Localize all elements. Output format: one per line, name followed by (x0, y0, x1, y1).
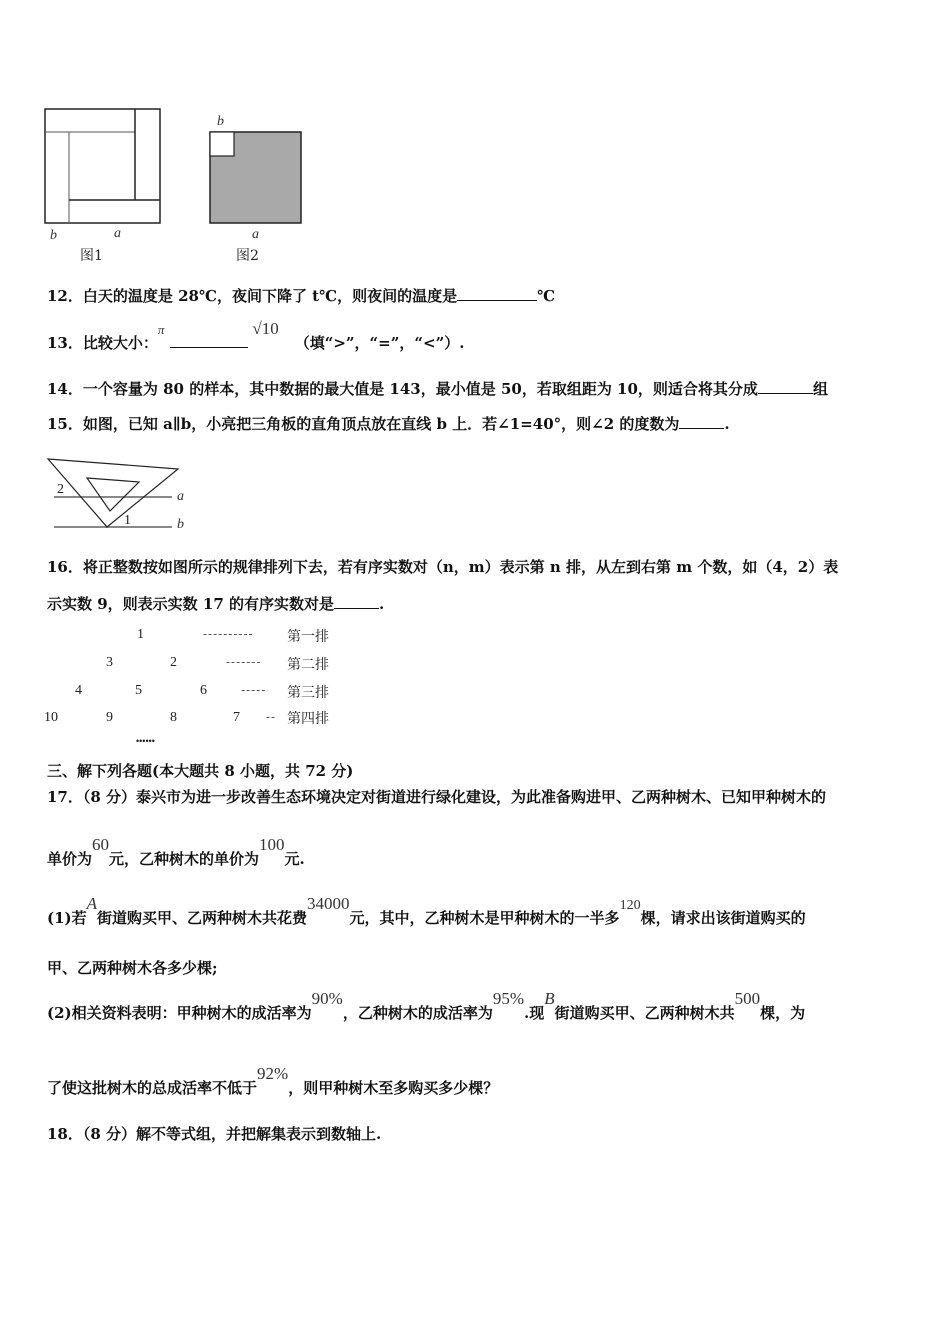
section-3-heading: 三、解下列各题(本大题共 8 小题，共 72 分) (47, 762, 354, 780)
number-cell: 8 (170, 710, 177, 725)
angle-2-label: 2 (57, 482, 64, 497)
question-15 (47, 414, 730, 434)
number-cell: 2 (170, 655, 177, 670)
question-17-line-2 (47, 835, 305, 869)
sqrt-10: √10 (252, 319, 279, 338)
q15-end: . (724, 415, 730, 433)
fig2-label-a: a (252, 227, 259, 242)
q16-text: 示实数 9，则表示实数 17 的有序实数对是 (47, 595, 334, 613)
number-cell: 10 (44, 710, 58, 725)
total-trees: 500 (734, 989, 761, 1008)
extra-count: 120 (619, 898, 641, 913)
fig2-caption: 图2 (236, 248, 259, 264)
q12-text: 12．白天的温度是 28℃，夜间下降了 t℃，则夜间的温度是 (47, 287, 458, 305)
number-cell: 5 (135, 683, 142, 698)
text: .现 (524, 1004, 545, 1022)
number-cell: 6 (200, 683, 207, 698)
q13-prefix: 13．比较大小： (47, 334, 158, 352)
q16-end: . (378, 595, 385, 613)
q15-text: 15．如图，已知 a∥b，小亮把三角板的直角顶点放在直线 b 上．若∠1=40°，则∠2 的度数为 (47, 415, 680, 433)
fig1-label-a: a (114, 226, 121, 241)
fig1-label-b: b (50, 228, 57, 243)
question-18: 18．（8 分）解不等式组，并把解集表示到数轴上. (47, 1125, 382, 1143)
question-17-part-1 (47, 894, 806, 930)
street-a: A (86, 894, 98, 913)
answer-blank (679, 414, 724, 429)
rate-b: 95% (492, 989, 524, 1008)
text: 棵，为 (760, 1004, 806, 1022)
text: 街道购买甲、乙两种树木共花费 (97, 909, 308, 927)
text: ，则甲种树木至多购买多少棵？ (288, 1079, 499, 1097)
question-17-line-1: 17．（8 分）泰兴市为进一步改善生态环境决定对街道进行绿化建设，为此准备购进甲、乙两种树木、已知甲种树木的 (47, 788, 827, 806)
angle-1-label: 1 (124, 513, 131, 528)
text: 棵，请求出该街道购买的 (640, 909, 806, 927)
answer-blank (457, 286, 537, 301)
number-cell: 9 (106, 710, 113, 725)
question-17-part-2 (47, 989, 806, 1023)
text: 了使这批树木的总成活率不低于 (47, 1079, 258, 1097)
q14-unit: 组 (812, 380, 828, 398)
answer-blank (170, 333, 248, 348)
question-13 (47, 319, 465, 354)
question-17-part-2-line-2 (47, 1064, 499, 1098)
text: 元，其中，乙种树木是甲种树木的一半多 (349, 909, 620, 927)
text: ，乙种树木的成活率为 (342, 1004, 493, 1022)
number-cell: 3 (106, 655, 113, 670)
rate-a: 90% (311, 989, 343, 1008)
row-label: 第四排 (287, 711, 329, 727)
line-b-label: b (177, 517, 184, 532)
q14-text: 14．一个容量为 80 的样本，其中数据的最大值是 143，最小值是 50，若取组距为 10，则适合将其分成 (47, 380, 758, 398)
price-a: 60 (92, 835, 110, 854)
text: (1)若 (47, 909, 87, 927)
ellipsis: •••••• (136, 736, 155, 746)
row-dashes: ----- (241, 683, 267, 697)
text: 元，乙种树木的单价为 (109, 850, 260, 868)
row-label: 第一排 (287, 629, 329, 645)
question-16-line-1: 16．将正整数按如图所示的规律排列下去，若有序实数对（n，m）表示第 n 排，从左到右第 m 个数，如（4，2）表 (47, 558, 839, 576)
figure-15-triangle-diagram (44, 455, 194, 535)
text: 街道购买甲、乙两种树木共 (554, 1004, 735, 1022)
question-12 (47, 286, 555, 306)
line-a-label: a (177, 489, 184, 504)
text: 单价为 (47, 850, 93, 868)
answer-blank (758, 379, 813, 394)
street-b: B (544, 989, 555, 1008)
text: (2)相关资料表明：甲种树木的成活率为 (47, 1004, 312, 1022)
question-17-part-1-line-2: 甲、乙两种树木各多少棵; (47, 959, 218, 977)
row-dashes: -- (266, 710, 277, 724)
row-dashes: ------- (226, 655, 262, 669)
fig1-caption: 图1 (80, 248, 103, 264)
pi-symbol: π (157, 322, 165, 337)
q12-unit: ℃ (537, 287, 556, 305)
fig2-label-b: b (217, 114, 224, 129)
text: 元. (284, 850, 305, 868)
target-rate: 92% (257, 1064, 289, 1083)
question-16-line-2 (47, 594, 384, 614)
q13-suffix: （填“>”，“=”，“<”）. (294, 334, 465, 352)
number-cell: 1 (137, 627, 144, 642)
number-cell: 4 (75, 683, 82, 698)
number-cell: 7 (233, 710, 240, 725)
row-dashes: ---------- (203, 627, 254, 641)
figure-1-diagram (44, 108, 164, 228)
row-label: 第三排 (287, 685, 329, 701)
price-b: 100 (259, 835, 285, 854)
total-cost: 34000 (307, 894, 350, 913)
figure-2-diagram (209, 131, 303, 225)
answer-blank (334, 594, 379, 609)
question-14 (47, 379, 828, 399)
row-label: 第二排 (287, 657, 329, 673)
